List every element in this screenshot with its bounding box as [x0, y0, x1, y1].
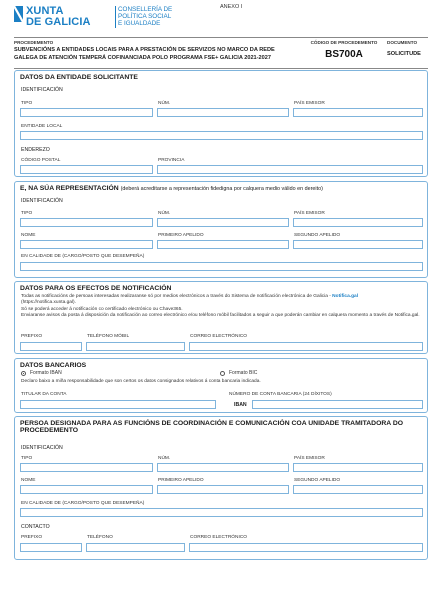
prefixo-label: PREFIXO — [21, 535, 43, 540]
procedure-code-heading: CÓDIGO DE PROCEDEMENTO — [310, 40, 378, 45]
pais-label: PAÍS EMISOR — [294, 101, 325, 106]
section-title: DATOS PARA OS EFECTOS DE NOTIFICACIÓN — [20, 285, 172, 292]
annex-label: ANEXO I — [220, 4, 243, 10]
correo-label: CORREO ELECTRÓNICO — [190, 334, 248, 339]
page-header — [14, 4, 434, 34]
enderezo-subheading: ENDEREZO — [21, 147, 50, 153]
titular-field[interactable] — [20, 400, 216, 409]
tipo-field[interactable] — [20, 218, 153, 227]
prefixo-field[interactable] — [20, 342, 82, 351]
primeiro-apelido-field[interactable] — [157, 485, 289, 494]
section-title: PERSOA DESIGNADA PARA AS FUNCIÓNS DE COORDINACIÓN E COMUNICACIÓN COA UNIDADE TRAMITADORA DO PROCEDEMENTO — [20, 420, 404, 434]
pais-field[interactable] — [293, 218, 423, 227]
radio-checked-icon — [21, 371, 26, 376]
radio-formato-bic[interactable]: Formato BIC — [220, 370, 257, 376]
pais-label: PAÍS EMISOR — [294, 211, 325, 216]
num-label: NÚM. — [158, 456, 171, 461]
calidade-label: EN CALIDADE DE (CARGO/POSTO QUE DESEMPEÑA) — [21, 501, 145, 506]
primeiro-apelido-label: PRIMEIRO APELIDO — [158, 478, 204, 483]
segundo-apelido-field[interactable] — [293, 240, 423, 249]
nome-label: NOME — [21, 478, 36, 483]
identificacion-subheading: IDENTIFICACIÓN — [21, 445, 63, 451]
telefono-mobil-field[interactable] — [86, 342, 185, 351]
tipo-label: TIPO — [21, 211, 33, 216]
correo-label: CORREO ELECTRÓNICO — [190, 535, 248, 540]
document-type: SOLICITUDE — [387, 51, 421, 57]
codigo-postal-label: CÓDIGO POSTAL — [21, 158, 61, 163]
entidade-local-field[interactable] — [20, 131, 423, 140]
tipo-label: TIPO — [21, 456, 33, 461]
tipo-label: TIPO — [21, 101, 33, 106]
segundo-apelido-field[interactable] — [293, 485, 423, 494]
primeiro-apelido-field[interactable] — [157, 240, 289, 249]
num-field[interactable] — [157, 108, 289, 117]
tipo-field[interactable] — [20, 463, 153, 472]
numero-conta-field[interactable] — [252, 400, 423, 409]
calidade-field[interactable] — [20, 508, 423, 517]
contacto-subheading: CONTACTO — [21, 524, 50, 530]
numero-conta-label: NÚMERO DE CONTA BANCARIA (24 DÍXITOS) — [229, 392, 332, 397]
nome-label: NOME — [21, 233, 36, 238]
entidade-local-label: ENTIDADE LOCAL — [21, 124, 63, 129]
prefixo-field[interactable] — [20, 543, 82, 552]
procedure-title: SUBVENCIÓNS A ENTIDADES LOCAIS PARA A PRESTACIÓN DE SERVIZOS NO MARCO DA REDE GALEGA DE ATENCIÓN TEMPERÁ COFINANCIADA POLO PROGRAMA FSE+ GALICIA 2021-2027 — [14, 47, 275, 61]
segundo-apelido-label: SEGUNDO APELIDO — [294, 478, 341, 483]
telefono-field[interactable] — [86, 543, 185, 552]
iban-prefix-label: IBAN — [234, 402, 247, 408]
identificacion-subheading: IDENTIFICACIÓN — [21, 87, 63, 93]
radio-formato-iban[interactable]: Formato IBAN — [21, 370, 62, 376]
xunta-logo-text: XUNTA DE GALICIA — [26, 5, 91, 28]
telefono-label: TELÉFONO — [87, 535, 113, 540]
xunta-logo-icon — [14, 6, 23, 22]
radio-unchecked-icon — [220, 371, 225, 376]
conselleria-name: CONSELLERÍA DE POLÍTICA SOCIAL E IGUALDADE — [118, 6, 173, 28]
telefono-mobil-label: TELÉFONO MÓBIL — [87, 334, 130, 339]
pais-label: PAÍS EMISOR — [294, 456, 325, 461]
prefixo-label: PREFIXO — [21, 334, 43, 339]
tipo-field[interactable] — [20, 108, 153, 117]
calidade-field[interactable] — [20, 262, 423, 271]
num-label: NÚM. — [158, 101, 171, 106]
provincia-label: PROVINCIA — [158, 158, 185, 163]
titular-label: TITULAR DA CONTA — [21, 392, 67, 397]
correo-field[interactable] — [189, 342, 423, 351]
section-notificacion — [14, 281, 428, 354]
segundo-apelido-label: SEGUNDO APELIDO — [294, 233, 341, 238]
declaracion-text: Declaro baixo a miña responsabilidade que son certos os datos consignados relativos á conta bancaria indicada. — [21, 379, 261, 384]
correo-field[interactable] — [189, 543, 423, 552]
section-title: E, NA SÚA REPRESENTACIÓN (deberá acreditarse a representación fidedigna por calquera medio válido en dereito) — [20, 185, 323, 192]
identificacion-subheading: IDENTIFICACIÓN — [21, 198, 63, 204]
section-representacion — [14, 181, 428, 278]
procedure-code: BS700A — [325, 49, 363, 60]
document-heading: DOCUMENTO — [387, 40, 418, 45]
primeiro-apelido-label: PRIMEIRO APELIDO — [158, 233, 204, 238]
logo-divider — [115, 6, 116, 28]
section-datos-bancarios — [14, 358, 428, 413]
provincia-field[interactable] — [157, 165, 423, 174]
notifica-link[interactable]: Notifica.gal — [332, 294, 359, 299]
procedure-header — [14, 37, 428, 69]
num-field[interactable] — [157, 463, 289, 472]
pais-field[interactable] — [293, 108, 423, 117]
nome-field[interactable] — [20, 485, 153, 494]
notificacion-info: Todas as notificacións de persoas interesadas realizaranse só por medios electrónicos a través do Sistema de notificación electrónica de Galicia - Notifica.gal (https://notifica.xunta.gal). Só se poderá acceder á notificación co certificado electrónico ou Chave365. Enviaranse avisos da posta á disposición da notificación ao correo electrónico e/ou teléfono móbil facilitados a seguir a que poderán cambiar en calquera momento a través de Notifica.gal. — [21, 294, 420, 319]
section-title: DATOS BANCARIOS — [20, 362, 87, 369]
codigo-postal-field[interactable] — [20, 165, 153, 174]
calidade-label: EN CALIDADE DE (CARGO/POSTO QUE DESEMPEÑA) — [21, 254, 145, 259]
section-persoa-designada — [14, 416, 428, 560]
num-field[interactable] — [157, 218, 289, 227]
pais-field[interactable] — [293, 463, 423, 472]
section-title: DATOS DA ENTIDADE SOLICITANTE — [20, 74, 138, 81]
procedure-heading: PROCEDEMENTO — [14, 40, 54, 45]
num-label: NÚM. — [158, 211, 171, 216]
section-entidade-solicitante — [14, 70, 428, 177]
nome-field[interactable] — [20, 240, 153, 249]
